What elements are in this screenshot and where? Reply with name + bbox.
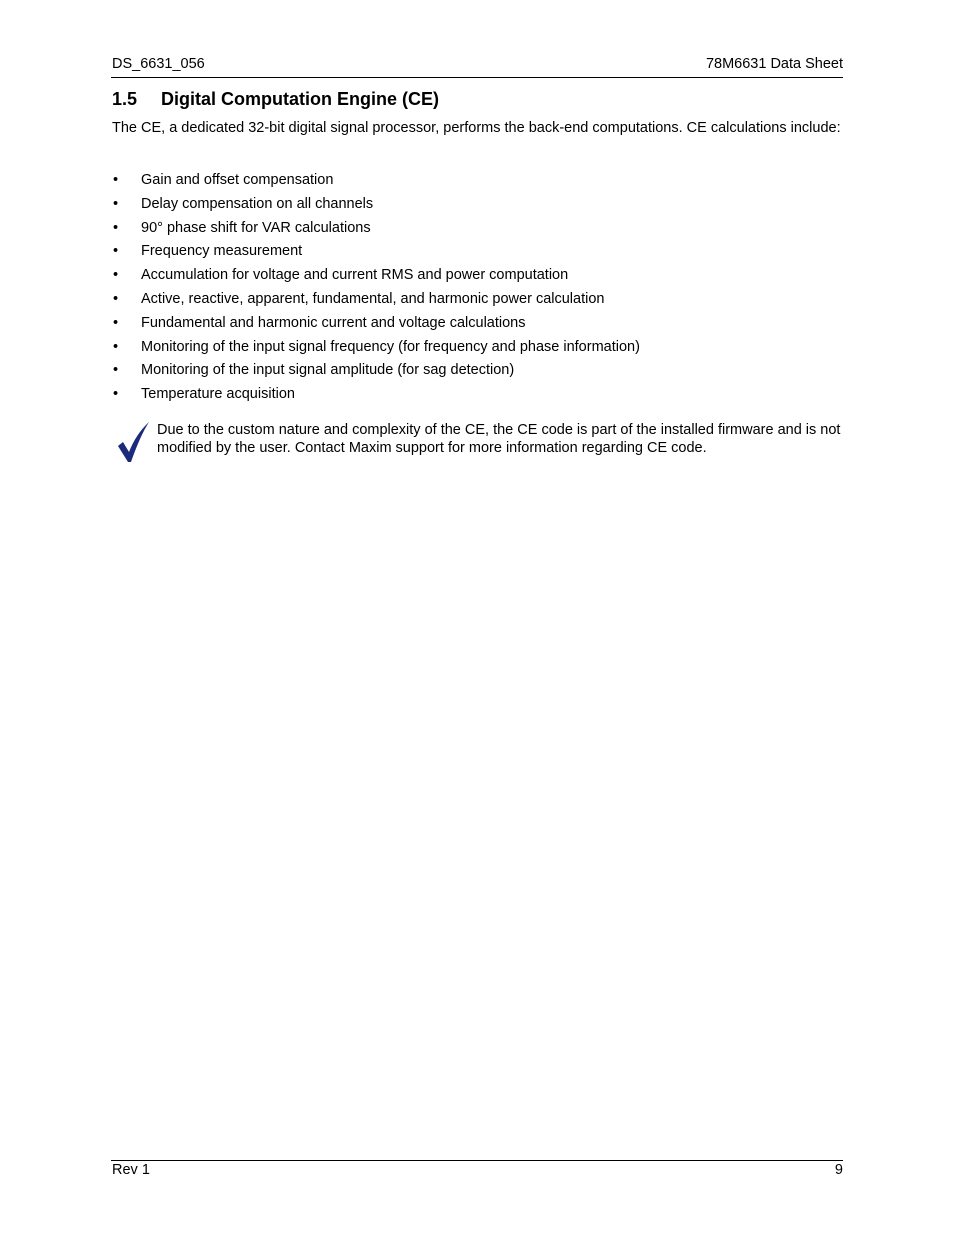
bullet-icon: •: [113, 243, 119, 260]
section-title: Digital Computation Engine (CE): [161, 89, 439, 109]
section-number: 1.5: [112, 89, 138, 109]
page-header: [111, 56, 843, 78]
bullet-icon: •: [113, 195, 119, 212]
bullet-icon: •: [113, 362, 119, 379]
bullet-icon: •: [113, 290, 119, 307]
revision-label: Rev 1: [112, 1162, 150, 1178]
document-title: 78M6631 Data Sheet: [705, 56, 843, 72]
bullet-icon: •: [113, 386, 119, 403]
list-item: • Temperature acquisition: [112, 386, 844, 410]
bullet-icon: •: [113, 338, 119, 355]
section-intro: The CE, a dedicated 32-bit digital signal processor, performs the back-end computations. CE calculations include:: [112, 120, 841, 136]
list-item: • Monitoring of the input signal frequency (for frequency and phase information): [112, 339, 844, 363]
list-item: • Accumulation for voltage and current RMS and power computation: [112, 267, 844, 291]
list-item: • Monitoring of the input signal amplitude (for sag detection): [112, 362, 844, 386]
bullet-icon: •: [113, 172, 119, 188]
checkmark-icon: [116, 422, 150, 462]
list-item: • Gain and offset compensation: [112, 172, 844, 196]
list-item: • Delay compensation on all channels: [112, 196, 844, 220]
section-heading: [112, 89, 439, 110]
bullet-icon: •: [113, 267, 119, 284]
list-item: • Frequency measurement: [112, 243, 844, 267]
bullet-icon: •: [113, 314, 119, 331]
note-callout: [112, 420, 846, 468]
bullet-icon: •: [113, 219, 119, 236]
note-text: Due to the custom nature and complexity of the CE, the CE code is part of the installed firmware and is not modified by the user. Contact Maxim support for more information regarding CE code.: [157, 422, 841, 456]
list-item: • Fundamental and harmonic current and voltage calculations: [112, 315, 844, 339]
page-number: 9: [834, 1162, 843, 1178]
calculation-list: [112, 172, 844, 410]
list-item: • Active, reactive, apparent, fundamental, and harmonic power calculation: [112, 291, 844, 315]
list-item: • 90° phase shift for VAR calculations: [112, 220, 844, 244]
document-number: DS_6631_056: [112, 56, 205, 72]
page-footer: [111, 1160, 843, 1181]
